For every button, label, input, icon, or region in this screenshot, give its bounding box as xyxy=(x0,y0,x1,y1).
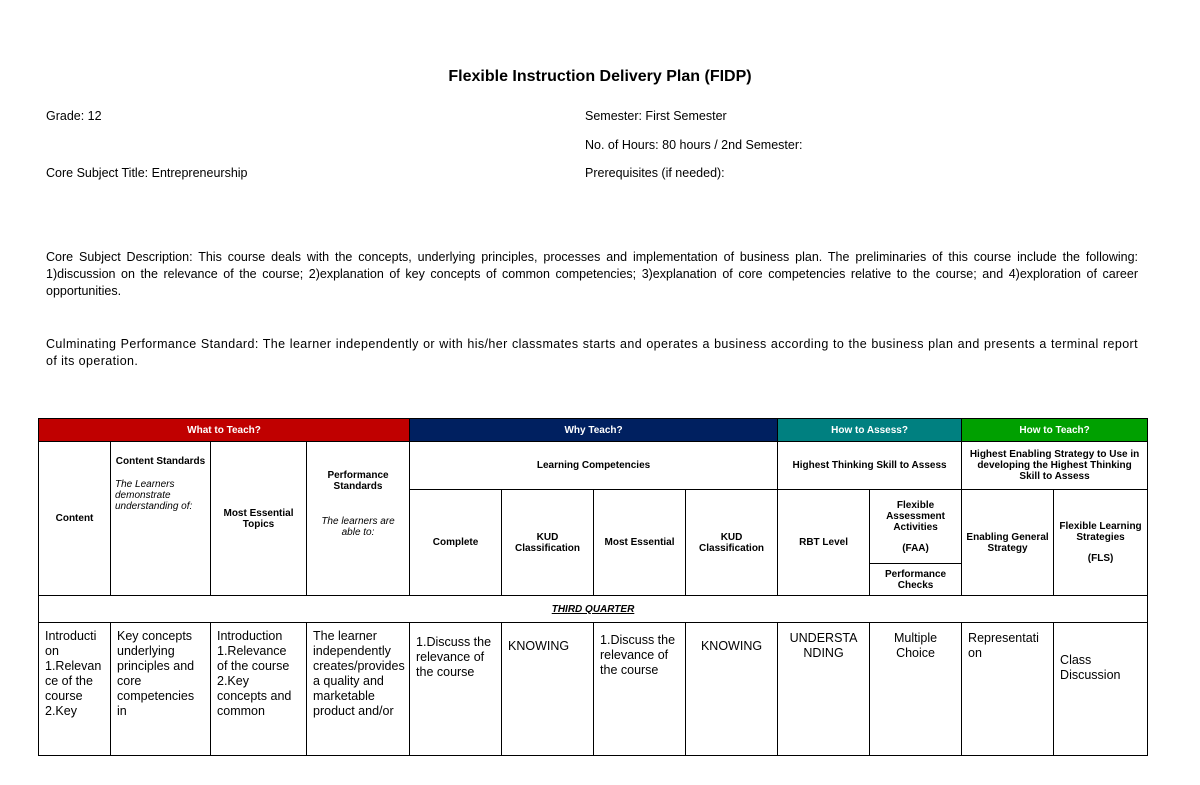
row-complete: 1.Discuss the relevance of the course xyxy=(410,623,502,756)
row-content-standards: Key concepts underlying principles and core competencies in xyxy=(111,623,211,756)
band-how-to-teach: How to Teach? xyxy=(962,419,1148,442)
faa-title: Flexible Assessment Activities xyxy=(886,499,945,533)
header-fls xyxy=(1054,490,1148,596)
header-complete: Complete xyxy=(410,490,502,596)
culminating-standard: Culminating Performance Standard: The learner independently or with his/her classmates starts and operates a business according to the business plan and presents a terminal report of its operation. xyxy=(46,337,1138,368)
semester-label: Semester: First Semester xyxy=(585,109,727,123)
header-performance-standards xyxy=(307,442,410,596)
row-enabling-strategy: Representati on xyxy=(962,623,1054,756)
header-performance-checks: Performance Checks xyxy=(870,564,962,596)
row-most-essential: 1.Discuss the relevance of the course xyxy=(594,623,686,756)
subject-title-label: Core Subject Title: Entrepreneurship xyxy=(46,166,248,180)
row-kud-1: KNOWING xyxy=(502,623,594,756)
band-how-to-assess: How to Assess? xyxy=(778,419,962,442)
quarter-text: THIRD QUARTER xyxy=(551,603,635,615)
hours-label: No. of Hours: 80 hours / 2nd Semester: xyxy=(585,138,803,152)
header-kud-2: KUD Classification xyxy=(686,490,778,596)
band-what-to-teach: What to Teach? xyxy=(39,419,410,442)
faa-abbr: (FAA) xyxy=(902,542,929,554)
grade-label: Grade: 12 xyxy=(46,109,102,123)
band-row xyxy=(39,419,1148,442)
header-highest-thinking: Highest Thinking Skill to Assess xyxy=(778,442,962,490)
header-kud-1: KUD Classification xyxy=(502,490,594,596)
row-faa: Multiple Choice xyxy=(870,623,962,756)
row-essential-topics: Introduction 1.Relevance of the course 2.Key concepts and common xyxy=(211,623,307,756)
header-content: Content xyxy=(39,442,111,596)
row-rbt-level: UNDERSTA NDING xyxy=(778,623,870,756)
header-enabling-general: Enabling General Strategy xyxy=(962,490,1054,596)
document-title: Flexible Instruction Delivery Plan (FIDP) xyxy=(448,68,752,85)
row-fls: Class Discussion xyxy=(1054,623,1148,756)
content-standards-title: Content Standards xyxy=(115,456,206,467)
header-row-1 xyxy=(39,442,1148,490)
header-essential-topics: Most Essential Topics xyxy=(211,442,307,596)
header-faa xyxy=(870,490,962,564)
content-standards-note: The Learners demonstrate understanding of: xyxy=(115,479,193,512)
fidp-table xyxy=(38,418,1148,756)
fls-abbr: (FLS) xyxy=(1087,553,1114,564)
header-learning-competencies: Learning Competencies xyxy=(410,442,778,490)
header-rbt-level: RBT Level xyxy=(778,490,870,596)
prerequisites-label: Prerequisites (if needed): xyxy=(585,166,725,180)
table-row xyxy=(39,623,1148,756)
row-kud-2: KNOWING xyxy=(686,623,778,756)
quarter-label xyxy=(39,596,1148,623)
header-most-essential: Most Essential xyxy=(594,490,686,596)
band-why-teach: Why Teach? xyxy=(410,419,778,442)
header-highest-enabling: Highest Enabling Strategy to Use in developing the Highest Thinking Skill to Assess xyxy=(962,442,1148,490)
performance-standards-title: Performance Standards xyxy=(327,470,389,492)
performance-standards-note: The learners are able to: xyxy=(321,516,395,538)
fls-title: Flexible Learning Strategies xyxy=(1059,521,1142,543)
quarter-row xyxy=(39,596,1148,623)
subject-description: Core Subject Description: This course deals with the concepts, underlying principles, processes and implementation of business plan. The preliminaries of this course include the following: 1)discussion on the relevance of the course; 2)explanation of key concepts of common competencies; 3)explanation of core competencies relative to the course; and 4)exploration of career opportunities. xyxy=(46,250,1138,298)
row-content: Introducti on 1.Relevan ce of the course 2.Key xyxy=(39,623,111,756)
header-content-standards xyxy=(111,442,211,596)
row-performance-standards: The learner independently creates/provides a quality and marketable product and/or xyxy=(307,623,410,756)
